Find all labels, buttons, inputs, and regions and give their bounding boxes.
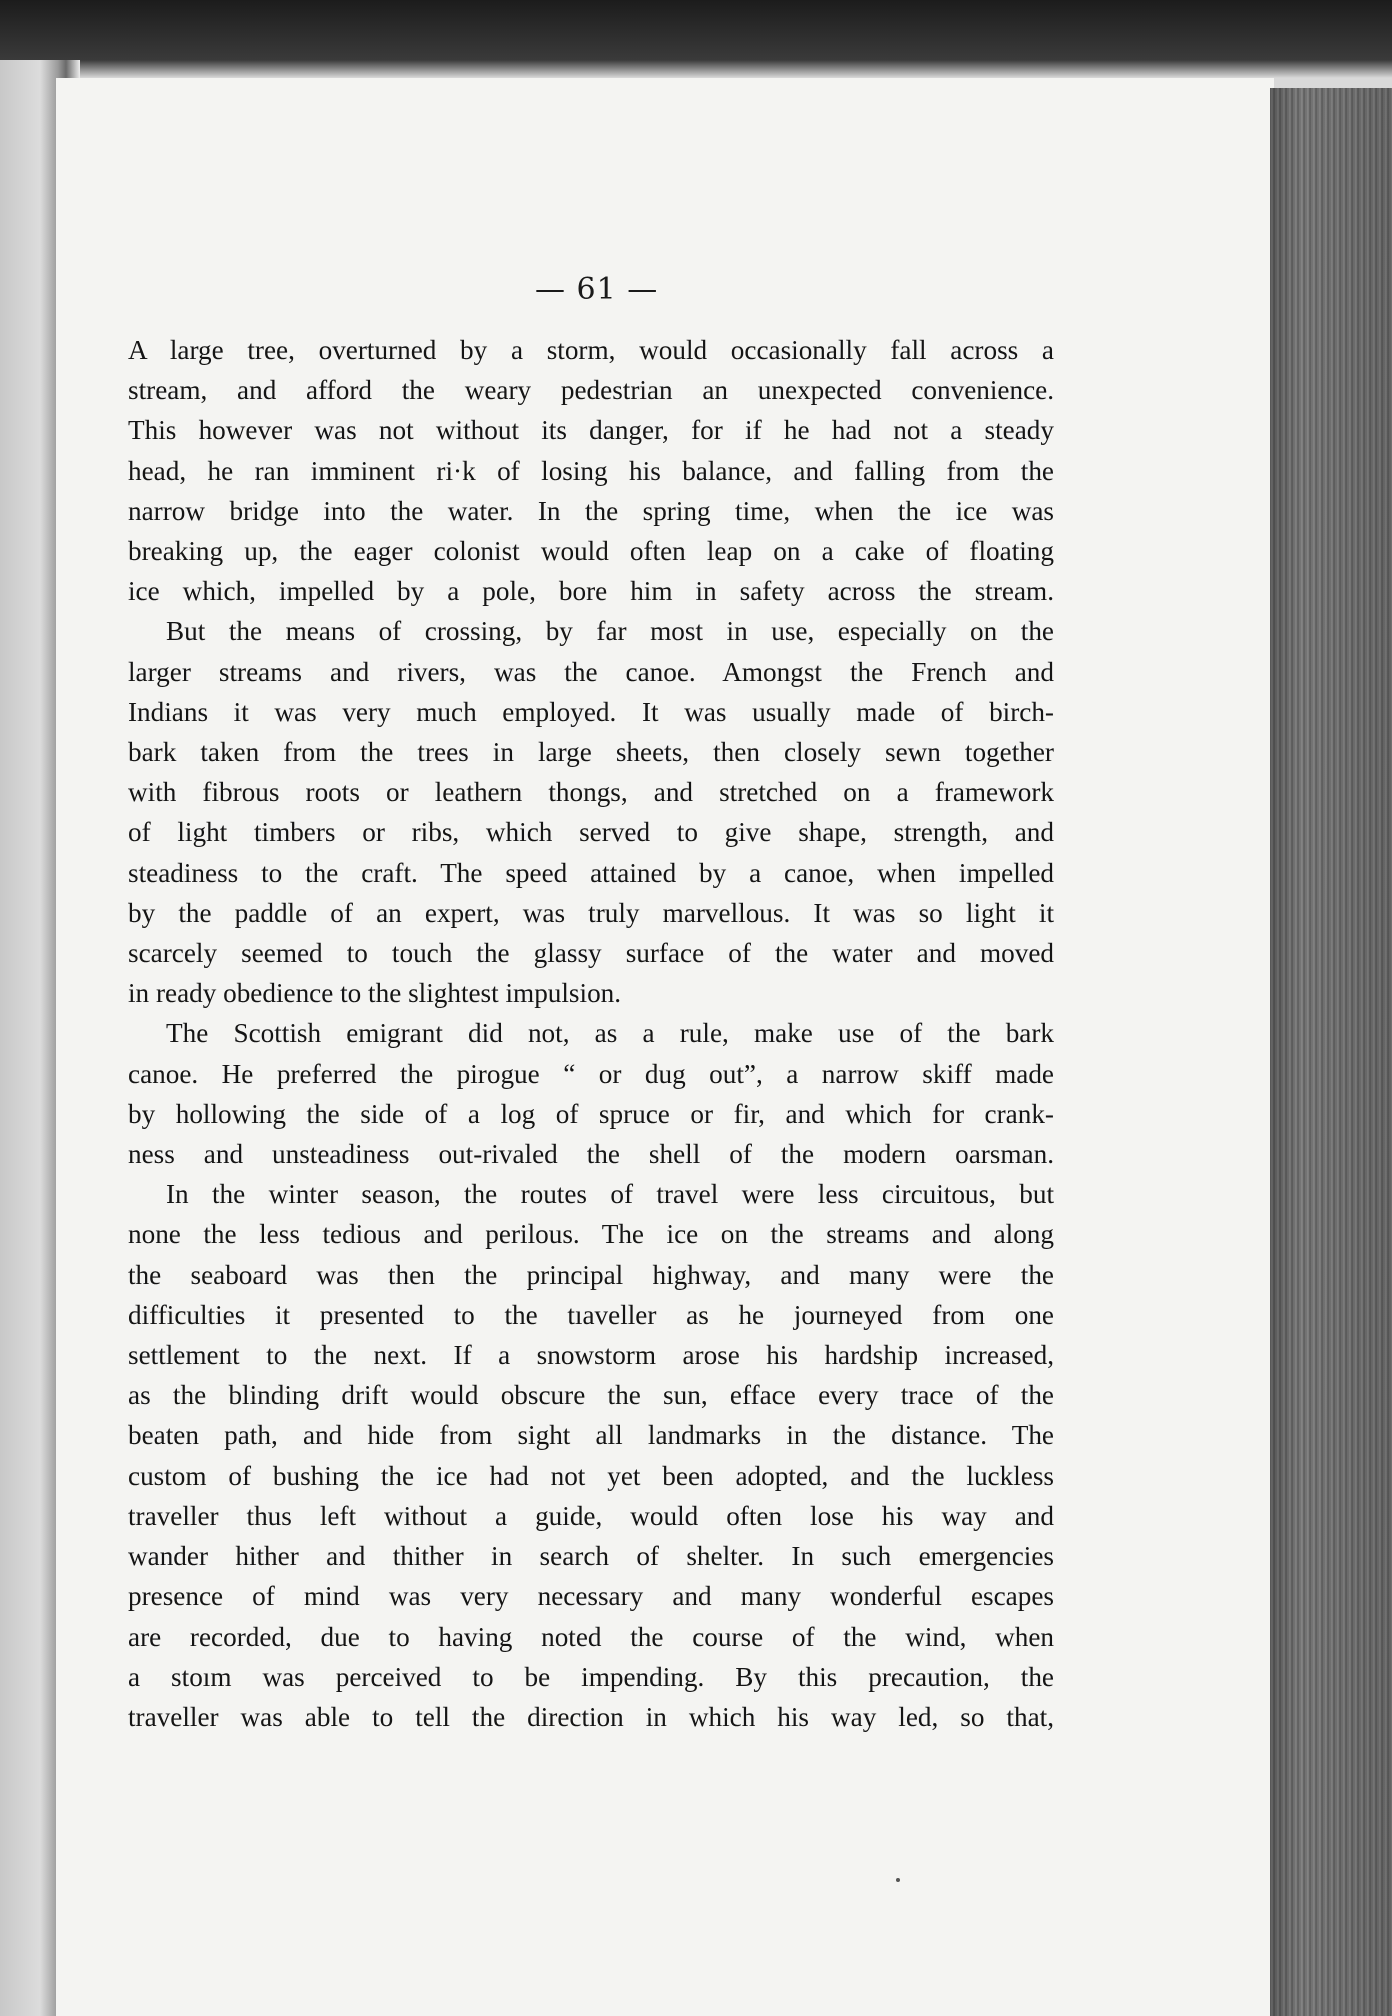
text-line: But the means of crossing, by far most in use, especially on the	[166, 616, 1054, 647]
paragraph	[128, 330, 1054, 611]
text-line: breaking up, the eager colonist would often leap on a cake of floating	[128, 536, 1054, 567]
text-line: ice which, impelled by a pole, bore him in safety across the stream.	[128, 576, 1054, 607]
text-line: Indians it was very much employed. It was usually made of birch-	[128, 696, 1054, 727]
text-line: traveller was able to tell the direction in which his way led, so that,	[128, 1701, 1054, 1732]
text-line: narrow bridge into the water. In the spring time, when the ice was	[128, 495, 1054, 526]
paragraph	[128, 611, 1054, 1013]
text-line: the seaboard was then the principal highway, and many were the	[128, 1259, 1054, 1290]
paragraph	[128, 1174, 1054, 1737]
page-number: — 61 —	[535, 272, 659, 307]
text-line: custom of bushing the ice had not yet been adopted, and the luckless	[128, 1460, 1054, 1491]
text-line: none the less tedious and perilous. The ice on the streams and along	[128, 1219, 1054, 1250]
text-line: as the blinding drift would obscure the sun, efface every trace of the	[128, 1380, 1054, 1411]
text-line: steadiness to the craft. The speed attained by a canoe, when impelled	[128, 857, 1054, 888]
text-line: The Scottish emigrant did not, as a rule, make use of the bark	[166, 1018, 1054, 1049]
text-line: with fibrous roots or leathern thongs, and stretched on a framework	[128, 777, 1054, 808]
paragraph	[128, 1013, 1054, 1174]
text-line: by hollowing the side of a log of spruce or fir, and which for crank-	[128, 1098, 1054, 1129]
text-line: are recorded, due to having noted the course of the wind, when	[128, 1621, 1054, 1652]
text-line: wander hither and thither in search of shelter. In such emergencies	[128, 1541, 1054, 1572]
book-edge-shade	[1270, 88, 1392, 2016]
text-line: canoe. He preferred the pirogue “ or dug out”, a narrow skiff made	[128, 1058, 1054, 1089]
text-line: traveller thus left without a guide, would often lose his way and	[128, 1500, 1054, 1531]
text-line: head, he ran imminent ri·k of losing his balance, and falling from the	[128, 455, 1054, 486]
dust-speck	[896, 1878, 900, 1882]
text-line: A large tree, overturned by a storm, would occasionally fall across a	[128, 335, 1054, 365]
text-line: a stoım was perceived to be impending. By this precaution, the	[128, 1661, 1054, 1692]
text-line: settlement to the next. If a snowstorm arose his hardship increased,	[128, 1340, 1054, 1371]
text-line: In the winter season, the routes of travel were less circuitous, but	[166, 1179, 1054, 1210]
body-text	[128, 330, 1054, 1737]
text-line: beaten path, and hide from sight all landmarks in the distance. The	[128, 1420, 1054, 1451]
text-line: by the paddle of an expert, was truly marvellous. It was so light it	[128, 897, 1054, 928]
text-line: bark taken from the trees in large sheets, then closely sewn together	[128, 737, 1054, 768]
text-line: This however was not without its danger, for if he had not a steady	[128, 415, 1054, 446]
text-line: of light timbers or ribs, which served to give shape, strength, and	[128, 817, 1054, 848]
text-line: stream, and afford the weary pedestrian an unexpected convenience.	[128, 375, 1054, 406]
text-line: difficulties it presented to the tıaveller as he journeyed from one	[128, 1299, 1054, 1330]
text-line: larger streams and rivers, was the canoe. Amongst the French and	[128, 656, 1054, 687]
text-line: in ready obedience to the slightest impulsion.	[128, 978, 622, 1009]
text-line: scarcely seemed to touch the glassy surface of the water and moved	[128, 938, 1054, 969]
text-line: ness and unsteadiness out-rivaled the shell of the modern oarsman.	[128, 1139, 1054, 1170]
text-line: presence of mind was very necessary and many wonderful escapes	[128, 1581, 1054, 1612]
